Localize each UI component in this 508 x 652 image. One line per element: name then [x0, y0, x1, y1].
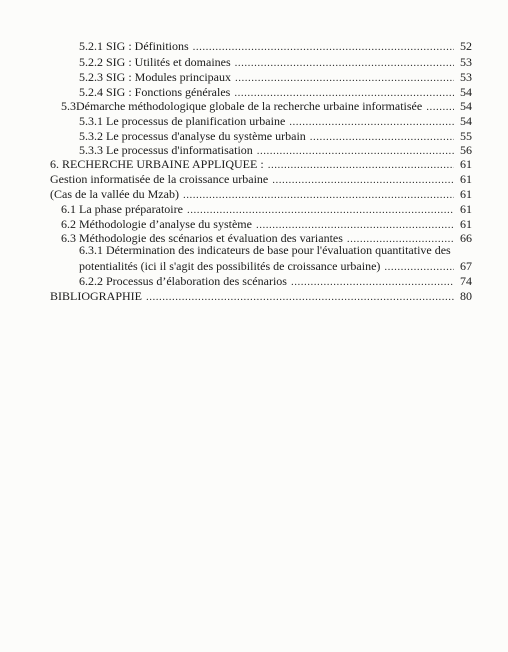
toc-entry-6-case[interactable]	[50, 187, 472, 202]
toc-entry-page: 61	[460, 157, 472, 171]
toc-leader-dots	[183, 188, 454, 202]
toc-leader-dots	[291, 275, 454, 289]
toc-entry-6-3-1[interactable]: 6.3.1 Détermination des indicateurs de base pour l'évaluation quantitative des	[79, 243, 451, 257]
toc-entry-title: potentialités (ici il s'agit des possibilités de croissance urbaine)	[79, 259, 381, 273]
toc-entry-6-subtitle[interactable]	[50, 172, 472, 187]
toc-entry-5-3[interactable]	[61, 99, 472, 114]
toc-entry-title: BIBLIOGRAPHIE	[50, 289, 142, 303]
toc-leader-dots	[257, 144, 454, 158]
toc-leader-dots	[193, 40, 454, 54]
toc-entry-page: 80	[460, 289, 472, 303]
toc-leader-dots	[384, 260, 454, 274]
toc-entry-page: 54	[460, 99, 472, 113]
toc-entry-page: 55	[460, 129, 472, 143]
toc-leader-dots	[187, 203, 454, 217]
toc-entry-page: 61	[460, 202, 472, 216]
toc-leader-dots	[426, 100, 454, 114]
toc-entry-6-2-2[interactable]	[79, 274, 472, 289]
toc-entry-page: 61	[460, 187, 472, 201]
toc-entry-5-2-4[interactable]	[79, 85, 472, 100]
toc-leader-dots	[289, 115, 454, 129]
toc-entry-title: 5.2.2 SIG : Utilités et domaines	[79, 55, 231, 69]
toc-entry-title: 6. RECHERCHE URBAINE APPLIQUEE :	[50, 157, 264, 171]
toc-entry-title: 6.2 Méthodologie d’analyse du système	[61, 217, 252, 231]
toc-leader-dots	[235, 56, 454, 70]
toc-entry-title: 5.3.1 Le processus de planification urbaine	[79, 114, 286, 128]
toc-entry-5-2-2[interactable]	[79, 55, 472, 70]
toc-entry-5-3-2[interactable]	[79, 129, 472, 144]
toc-entry-title: 6.1 La phase préparatoire	[61, 202, 183, 216]
toc-entry-page: 54	[460, 85, 472, 99]
toc-entry-6-3-1-continued[interactable]	[79, 259, 472, 274]
toc-entry-page: 53	[460, 70, 472, 84]
toc-entry-title: (Cas de la vallée du Mzab)	[50, 187, 179, 201]
toc-entry-6-1[interactable]	[61, 202, 472, 217]
toc-entry-title: 5.3Démarche méthodologique globale de la recherche urbaine informatisée	[61, 99, 423, 113]
toc-entry-page: 56	[460, 143, 472, 157]
toc-entry-5-3-1[interactable]	[79, 114, 472, 129]
toc-leader-dots	[235, 71, 454, 85]
toc-entry-title: 6.3 Méthodologie des scénarios et évaluation des variantes	[61, 231, 343, 245]
toc-entry-5-2-3[interactable]	[79, 70, 472, 85]
toc-entry-title: 5.2.1 SIG : Définitions	[79, 39, 189, 53]
toc-entry-page: 61	[460, 217, 472, 231]
toc-entry-title: 6.2.2 Processus d’élaboration des scénarios	[79, 274, 287, 288]
toc-entry-page: 54	[460, 114, 472, 128]
toc-leader-dots	[256, 218, 454, 232]
toc-entry-bibliographie[interactable]	[50, 289, 472, 304]
toc-entry-title: 5.3.3 Le processus d'informatisation	[79, 143, 253, 157]
toc-leader-dots	[146, 290, 454, 304]
toc-entry-title: Gestion informatisée de la croissance urbaine	[50, 172, 269, 186]
toc-entry-5-2-1[interactable]	[79, 39, 472, 54]
toc-entry-page: 61	[460, 172, 472, 186]
toc-entry-6-2[interactable]	[61, 217, 472, 232]
toc-entry-title: 5.2.4 SIG : Fonctions générales	[79, 85, 231, 99]
toc-entry-title: 5.3.2 Le processus d'analyse du système urbain	[79, 129, 306, 143]
toc-entry-title: 5.2.3 SIG : Modules principaux	[79, 70, 231, 84]
toc-leader-dots	[268, 158, 454, 172]
toc-entry-page: 52	[460, 39, 472, 53]
toc-entry-page: 74	[460, 274, 472, 288]
toc-leader-dots	[310, 130, 454, 144]
toc-entry-page: 66	[460, 231, 472, 245]
toc-entry-page: 53	[460, 55, 472, 69]
toc-leader-dots	[272, 173, 454, 187]
toc-entry-5-3-3[interactable]	[79, 143, 472, 158]
toc-entry-6[interactable]	[50, 157, 472, 172]
toc-leader-dots	[234, 86, 454, 100]
toc-entry-page: 67	[460, 259, 472, 273]
